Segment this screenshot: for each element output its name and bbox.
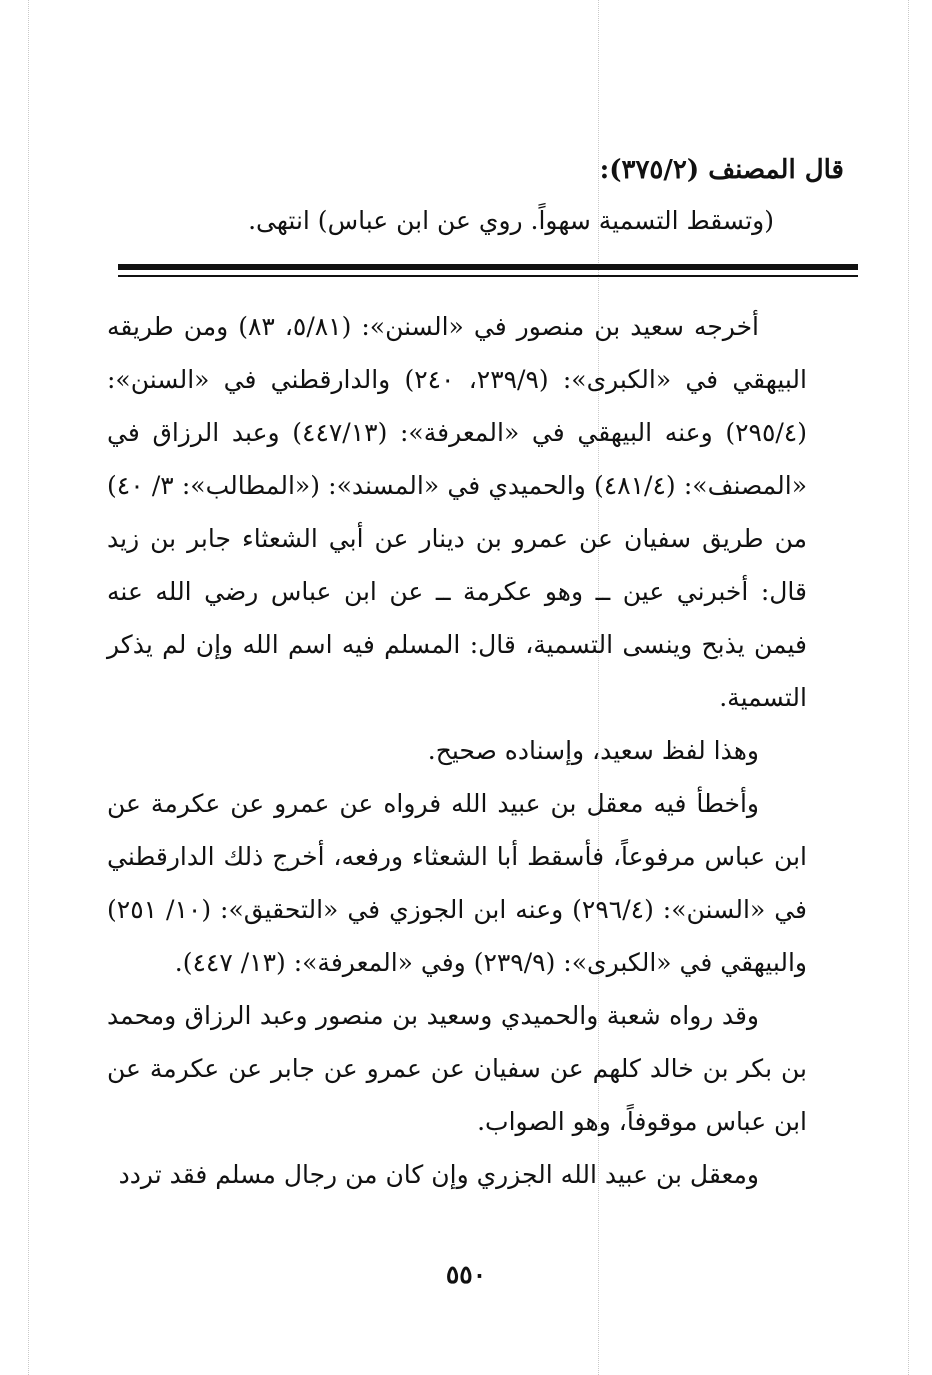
paragraph: ومعقل بن عبيد الله الجزري وإن كان من رجال مسلم فقد تردد	[118, 1160, 759, 1189]
page-number: ٥٥٠	[445, 1260, 487, 1289]
author-citation-heading: قال المصنف (٣٧٥/٢):	[599, 155, 844, 185]
commentary-body	[107, 300, 807, 1201]
paragraph: وقد رواه شعبة والحميدي وسعيد بن منصور وعبد الرزاق ومحمد بن بكر بن خالد كلهم عن سفيان عن عمرو عن جابر عن عكرمة عن ابن عباس موقوفاً، وهو الصواب.	[107, 1001, 807, 1136]
paragraph: أخرجه سعيد بن منصور في «السنن»: (٥/٨١، ٨٣) ومن طريقه البيهقي في «الكبرى»: (٢٣٩/٩، ٢٤٠) والدارقطني في «السنن»: (٢٩٥/٤) وعنه البيهقي في «المعرفة»: (٤٤٧/١٣) وعبد الرزاق في «المصنف»: (٤٨١/٤) والحميدي في «المسند»: («المطالب»: ٣/ ٤٠) من طريق سفيان عن عمرو بن دينار عن أبي الشعثاء جابر بن زيد قال: أخبرني عين ــ وهو عكرمة ــ عن ابن عباس رضي الله عنه فيمن يذبح وينسى التسمية، قال: المسلم فيه اسم الله وإن لم يذكر التسمية.	[107, 312, 807, 712]
quoted-text: (وتسقط التسمية سهواً. روي عن ابن عباس) انتهى.	[248, 206, 774, 235]
separator-rule-thin	[118, 275, 858, 277]
scan-guide-line	[28, 0, 29, 1375]
paragraph: وهذا لفظ سعيد، وإسناده صحيح.	[427, 736, 759, 765]
paragraph: وأخطأ فيه معقل بن عبيد الله فرواه عن عمرو عن عكرمة عن ابن عباس مرفوعاً، فأسقط أبا الشعثاء ورفعه، أخرج ذلك الدارقطني في «السنن»: (٢٩٦/٤) وعنه ابن الجوزي في «التحقيق»: (١٠/ ٢٥١) والبيهقي في «الكبرى»: (٢٣٩/٩) وفي «المعرفة»: (١٣/ ٤٤٧).	[107, 789, 808, 977]
separator-rule-thick	[118, 264, 858, 270]
scan-guide-line	[908, 0, 909, 1375]
section-header	[104, 142, 844, 244]
